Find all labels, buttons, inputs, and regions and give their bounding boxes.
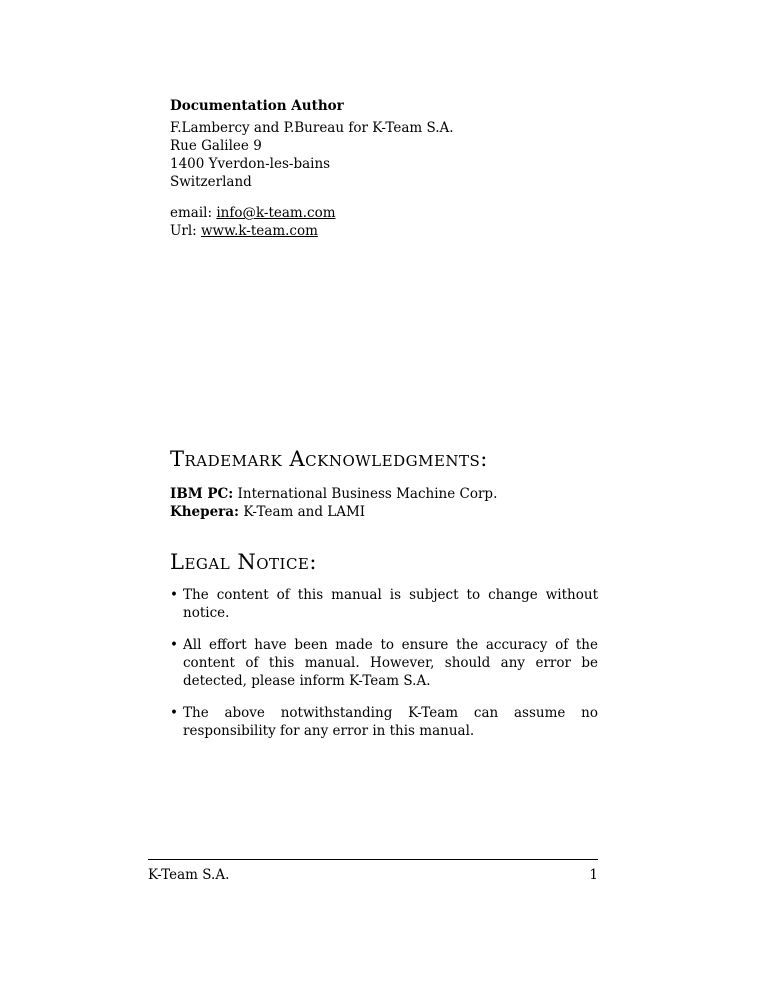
legal-item [170,586,598,622]
page-number: 1 [589,867,598,883]
footer-divider [148,859,598,860]
bullet-icon: • [170,637,178,653]
trademark-name: IBM PC: [170,486,234,502]
email-link[interactable]: info@k-team.com [216,205,336,221]
trademark-name: Khepera: [170,504,240,520]
legal-item-text: The content of this manual is subject to change without notice. [183,587,598,621]
email-line [170,204,336,222]
legal-item-text: All effort have been made to ensure the accuracy of the content of this manual. However, should any error be detected, please inform K-Team S.A. [183,637,598,689]
trademark-item [170,485,497,503]
legal-item [170,704,598,740]
footer-company: K-Team S.A. [148,867,230,883]
trademark-item [170,503,497,521]
author-block [170,97,454,191]
legal-list [170,586,598,754]
author-line: F.Lambercy and P.Bureau for K-Team S.A. [170,120,454,136]
author-line: Switzerland [170,174,252,190]
trademark-list [170,485,497,521]
trademark-title: Trademark Acknowledgments: [170,447,488,471]
author-line: 1400 Yverdon-les-bains [170,156,331,172]
author-heading: Documentation Author [170,98,344,114]
contact-block [170,204,336,240]
bullet-icon: • [170,587,178,603]
legal-item [170,636,598,690]
trademark-owner: K-Team and LAMI [243,504,366,520]
trademark-owner: International Business Machine Corp. [237,486,498,502]
author-line: Rue Galilee 9 [170,138,262,154]
url-label: Url: [170,223,197,239]
email-label: email: [170,205,213,221]
bullet-icon: • [170,705,178,721]
url-link[interactable]: www.k-team.com [201,223,318,239]
url-line [170,222,336,240]
legal-title: Legal Notice: [170,550,317,574]
legal-item-text: The above notwithstanding K-Team can assume no responsibility for any error in this manual. [183,705,598,739]
